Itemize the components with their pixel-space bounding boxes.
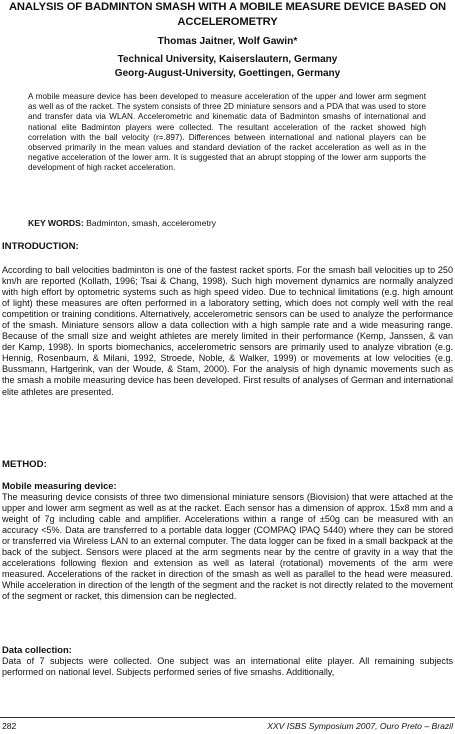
affiliations (6, 53, 449, 80)
footer-source: XXV ISBS Symposium 2007, Ouro Preto – Brazil (267, 721, 453, 731)
introduction-heading: INTRODUCTION: (2, 241, 79, 252)
keywords (28, 218, 426, 229)
method-heading: METHOD: (2, 459, 47, 470)
abstract: A mobile measure device has been developed to measure acceleration of the upper and lower arm segment as well as of the racket. The system consists of three 2D miniature sensors and a PDA that was used to store and transfer data via WLAN. Accelerometric and kinematic data of Badminton smashs of international and national elite Badminton players were collected. The resultant acceleration of the racket showed high correlation with the ball velocity (r=.897). Differences between international and national players can be observed primarily in the mean values and standard deviation of the racket acceleration as well as in the negative acceleration of the lower arm. It is suggested that an abrupt stopping of the lower arm supports the development of high racket acceleration. (28, 92, 426, 173)
mobile-device-text: The measuring device consists of three two dimensional miniature sensors (Biovision) that were attached at the upper and lower arm segment as well as at the racket. Each sensor has a dimension of approx. 15x8 mm and a weight of 7g including cable and amplifier. Accelerations within a range of ±50g can be measured with an accuracy <5%. Data are transferred to a portable data logger (COMPAQ IPAQ 5440) where they can be stored or transferred via Wireless LAN to an external computer. The data logger can be fixed in a small backpack at the back of the subject. Sensors were placed at the arm segments near by the centre of gravity in a way that the accelerations following flexion and extension as well as lateral (rotational) movements of the arm were measured. Accelerations of the racket in direction of the smash as well as parallel to the head were measured. While acceleration in direction of the length of the segment and the racket is not directly related to the movement of the segment or racket, this dimension can be neglected. (2, 492, 453, 602)
keywords-label: KEY WORDS: (28, 218, 84, 228)
data-collection-text: Data of 7 subjects were collected. One subject was an international elite player. All remaining subjects performed on national level. Subjects performed series of five smashs. Additionally, (2, 656, 453, 678)
affiliation-2: Georg-August-University, Goettingen, Germany (114, 67, 341, 79)
keywords-text: Badminton, smash, accelerometry (83, 218, 217, 228)
introduction-text: According to ball velocities badminton is one of the fastest racket sports. For the smash ball velocities up to 250 km/h are reported (Kollath, 1996; Tsai & Chang, 1998). Such high movement dynamics are normally analyzed with high effort by optometric systems such as high speed video. Due to technical limitations (e.g. high amount of light) these measures are often performed in a laboratory setting, which does not comply well with the real competition or training conditions. Alternatively, accelerometric sensors can be used to analyze the performance of the smash. Miniature sensors allow a data collection with a high sample rate and a wide measuring range. Because of the small size and weight athletes are merely limited in their performance (Kemp, Janssen, & van der Kamp, 1998). In sports biomechanics, accelerometric sensors are primarily used to analyze vibration (e.g. Hennig, Rosenbaum, & Milani, 1992, Stroede, Noble, & Walker, 1999) or movements at low velocities (e.g. Bussmann, Hartgerink, van der Woude, & Stam, 2000). For the analysis of high dynamic movements such as the smash a mobile measuring device has been developed. First results of analyses of German and international elite athletes are presented. (2, 265, 453, 397)
affiliation-1: Technical University, Kaiserslautern, Germany (117, 54, 338, 65)
authors: Thomas Jaitner, Wolf Gawin* (157, 36, 298, 47)
mobile-device-heading: Mobile measuring device: (2, 480, 117, 491)
paper-title: ANALYSIS OF BADMINTON SMASH WITH A MOBILE MEASURE DEVICE BASED ON ACCELEROMETRY (8, 1, 447, 28)
footer-divider (0, 717, 455, 718)
page-number: 282 (2, 721, 17, 731)
data-collection-heading: Data collection: (2, 644, 72, 655)
